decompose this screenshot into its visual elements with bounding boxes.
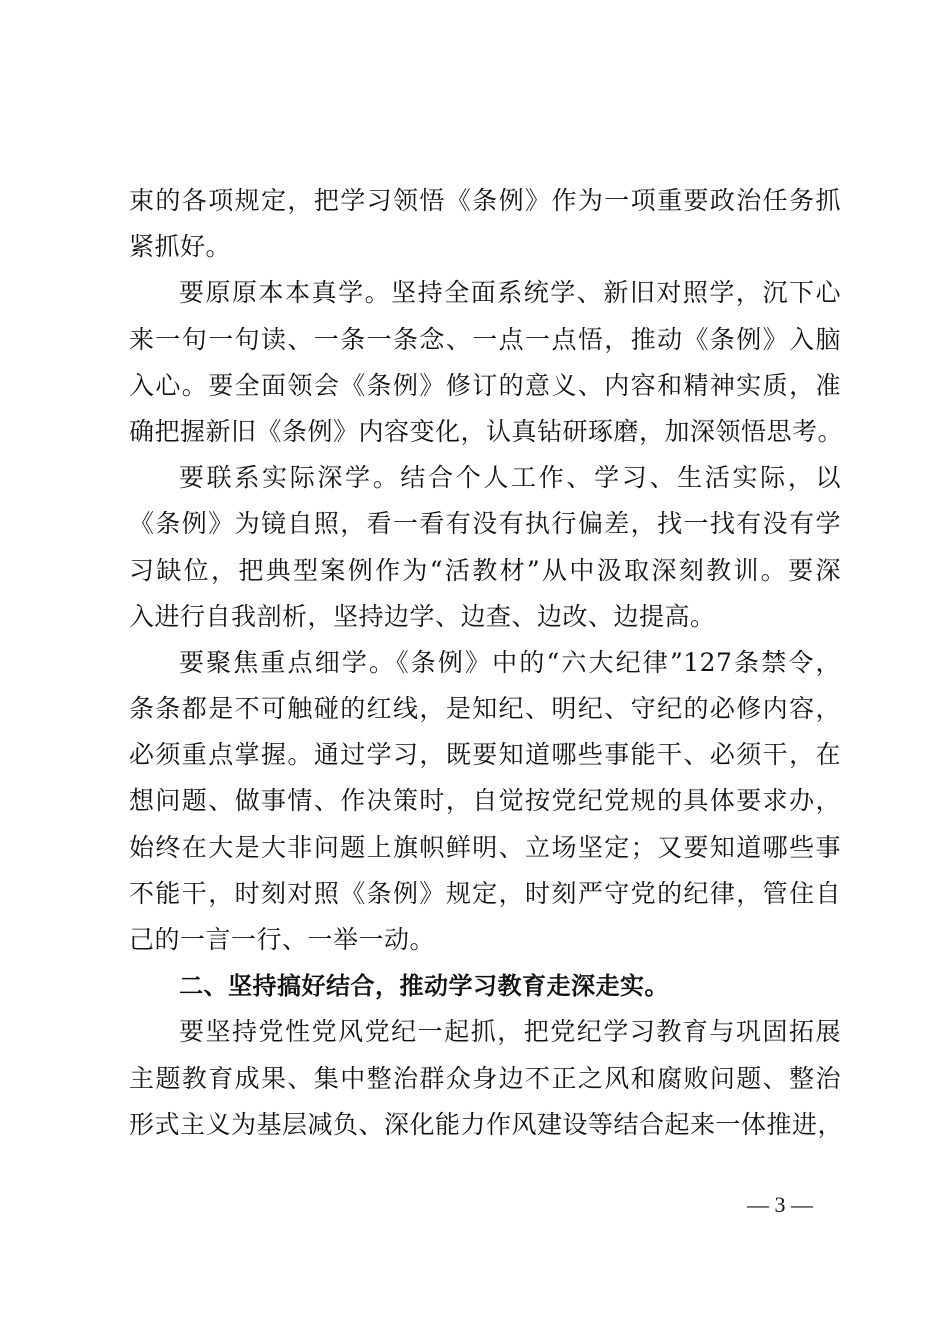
paragraph-study-practice (129, 455, 841, 640)
paragraph-continuation (129, 178, 841, 270)
paragraph-line: 要坚持党性党风党纪一起抓，把党纪学习教育与巩固拓展 (179, 1017, 841, 1047)
paragraph-line: 紧抓好。 (129, 232, 232, 262)
section-heading (129, 963, 841, 1009)
paragraph-line: 来一句一句读、一条一条念、一点一点悟，推动《条例》入脑 (129, 324, 841, 354)
paragraph-line: 想问题、做事情、作决策时，自觉按党纪党规的具体要求办， (129, 786, 841, 816)
paragraph-study-original (129, 270, 844, 455)
section-heading-text: 二、坚持搞好结合，推动学习教育走深走实。 (179, 972, 669, 1001)
paragraph-line: 不能干，时刻对照《条例》规定，时刻严守党的纪律，管住自 (129, 878, 841, 908)
paragraph-line: 己的一言一行、一举一动。 (129, 925, 436, 954)
paragraph-line: 必须重点掌握。通过学习，既要知道哪些事能干、必须干，在 (129, 740, 841, 770)
paragraph-line: 束的各项规定，把学习领悟《条例》作为一项重要政治任务抓 (129, 186, 841, 215)
paragraph-line: 主题教育成果、集中整治群众身边不正之风和腐败问题、整治 (129, 1063, 841, 1093)
paragraph-line: 要聚焦重点细学。《条例》中的“六大纪律”127条禁令， (179, 647, 841, 677)
paragraph-line: 《条例》为镜自照，看一看有没有执行偏差，找一找有没有学 (129, 509, 841, 539)
paragraph-line: 条条都是不可触碰的红线，是知纪、明纪、守纪的必修内容， (129, 694, 841, 724)
document-body (129, 178, 844, 1148)
paragraph-line: 入进行自我剖析，坚持边学、边查、边改、边提高。 (129, 601, 716, 631)
paragraph-line: 入心。要全面领会《条例》修订的意义、内容和精神实质，准 (129, 370, 841, 400)
paragraph-integration (129, 1009, 844, 1148)
paragraph-line: 形式主义为基层减负、深化能力作风建设等结合起来一体推进， (129, 1109, 844, 1139)
paragraph-study-focus (129, 640, 841, 963)
page-number: — 3 — (747, 1192, 813, 1217)
paragraph-line: 始终在大是大非问题上旗帜鲜明、立场坚定；又要知道哪些事 (129, 832, 841, 862)
paragraph-line: 习缺位，把典型案例作为“活教材”从中汲取深刻教训。要深 (129, 555, 841, 585)
paragraph-line: 要联系实际深学。结合个人工作、学习、生活实际，以 (179, 463, 841, 493)
paragraph-line: 确把握新旧《条例》内容变化，认真钻研琢磨，加深领悟思考。 (129, 416, 844, 446)
paragraph-line: 要原原本本真学。坚持全面系统学、新旧对照学，沉下心 (179, 278, 841, 308)
